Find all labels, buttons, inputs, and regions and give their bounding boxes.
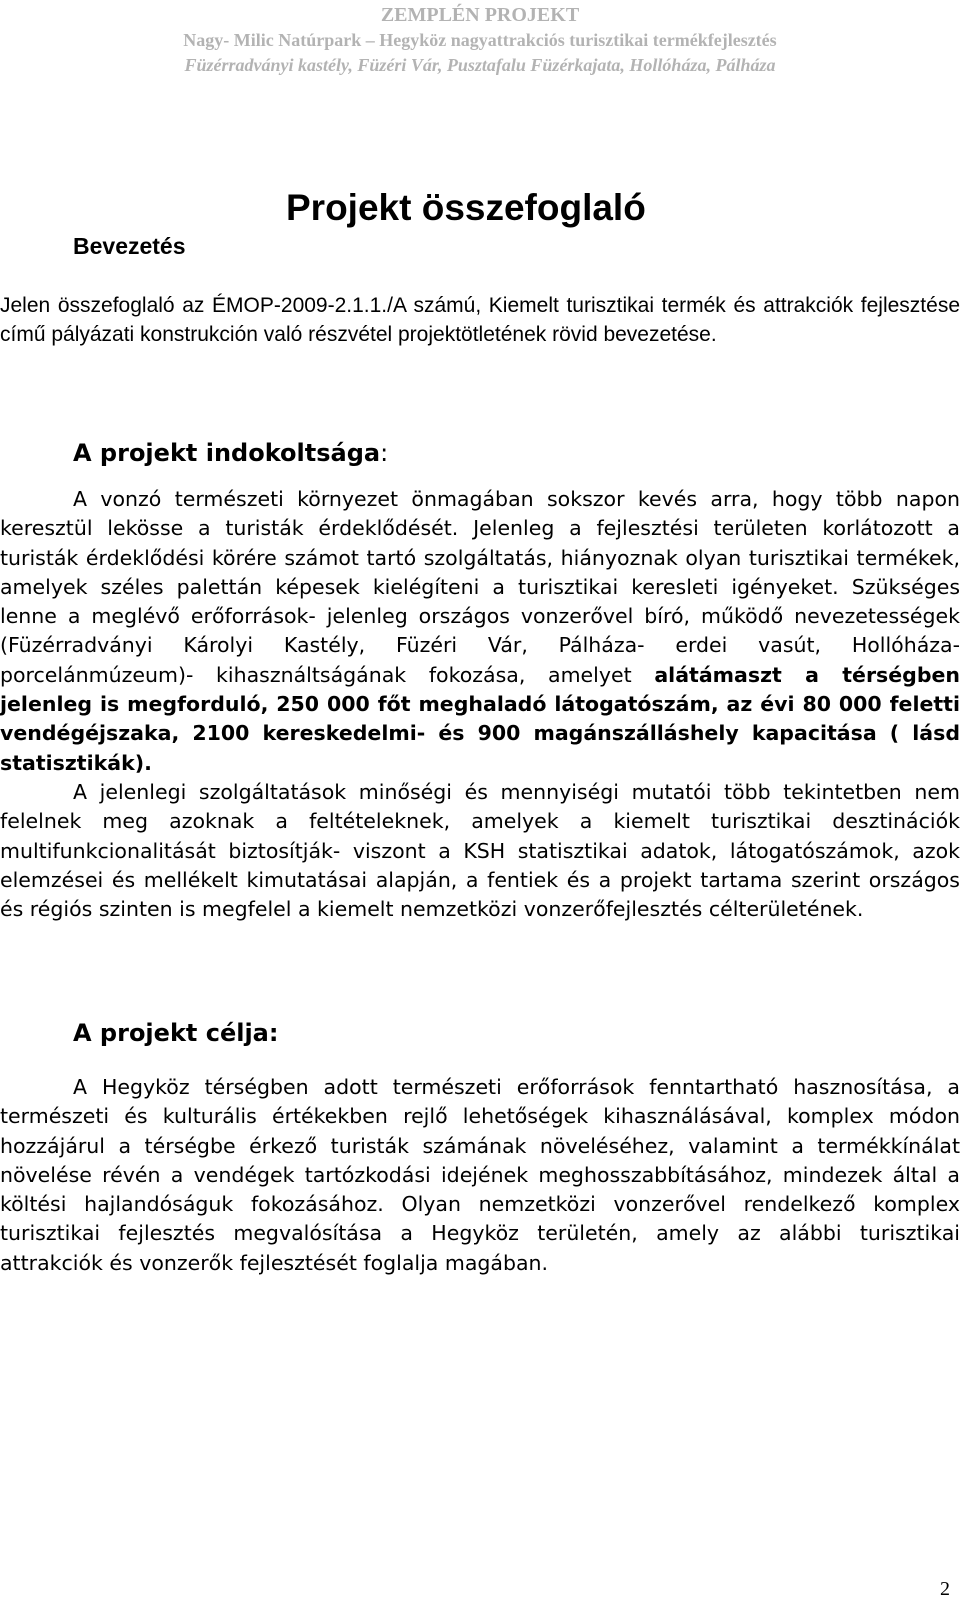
page-number: 2 <box>940 1578 950 1600</box>
celja-paragraph: A Hegyköz térségben adott természeti erőforrások fenntartható hasznosítása, a természeti és kulturális értékekben rejlő lehetőségek kihasználásával, komplex módon hozzájárul a térségbe érkező turisták számának növeléséhez, valamint a termékkínálat növelése révén a vendégek tartózkodási idejének meghosszabbításához, mindezek által a költési hajlandóságuk fokozásához. Olyan nemzetközi vonzerővel rendelkező komplex turisztikai fejlesztés megvalósítása a Hegyköz területén, amely az alábbi turisztikai attrakciók és vonzerők fejlesztését foglalja magában. <box>0 1075 960 1275</box>
intro-paragraph <box>0 291 960 350</box>
indokoltsag-heading-colon: : <box>380 439 389 467</box>
indokoltsag-text: A vonzó természeti környezet önmagában sokszor kevés arra, hogy több napon keresztül lekösse a turisták érdeklődését. Jelenleg a fejlesztési területen korlátozott a turisták érdeklődési körére számot tartó szolgáltatás, hiányoznak olyan turisztikai termékek, amelyek széles palettán képesek kielégíteni a turisztikai keresleti igényeket. Szükséges lenne a meglévő erőforrások- jelenleg országos vonzerővel bíró, működő nevezetességek (Füzérradványi Károlyi Kastély, Füzéri Vár, Pálháza- erdei vasút, Hollóháza- porcelánmúzeum)- kihasználtságának fokozása, amelyet <box>0 487 960 687</box>
header-project-name: ZEMPLÉN PROJEKT <box>380 4 580 26</box>
section-label-bevezetes: Bevezetés <box>73 233 186 259</box>
indokoltsag-paragraph-1 <box>0 485 960 778</box>
indokoltsag-body <box>0 485 960 924</box>
header-locations: Füzérradványi kastély, Füzéri Vár, Pusztafalu Füzérkajata, Hollóháza, Pálháza <box>184 55 776 75</box>
indokoltsag-heading-text: A projekt indokoltsága <box>73 439 381 467</box>
celja-body <box>0 1073 960 1278</box>
header-subtitle: Nagy- Milic Natúrpark – Hegyköz nagyattrakciós turisztikai termékfejlesztés <box>183 30 777 50</box>
section-heading-celja: A projekt célja: <box>73 1019 279 1047</box>
document-title: Projekt összefoglaló <box>286 187 646 228</box>
indokoltsag-paragraph-2: A jelenlegi szolgáltatások minőségi és mennyiségi mutatói több tekintetben nem felelnek meg azoknak a feltételeknek, amelyek a kiemelt turisztikai desztinációk multifunkcionalitását biztosítják- viszont a KSH statisztikai adatok, látogatószámok, azok elemzései és mellékelt kimutatásai alapján, a fentiek és a projekt tartama szerint országos és régiós szinten is megfelel a kiemelt nemzetközi vonzerőfejlesztés célterületének. <box>0 779 960 922</box>
indokoltsag-bold-statistics: alátámaszt a térségben jelenleg is megforduló, 250 000 főt meghaladó látogatószám, az évi 80 000 feletti vendégéjszaka, 2100 kereskedelmi- és 900 magánszálláshely kapacitása ( lásd statisztikák). <box>0 662 960 775</box>
intro-text: Jelen összefoglaló az ÉMOP-2009-2.1.1./A számú, Kiemelt turisztikai termék és attrakciók fejlesztése című pályázati konstrukción való részvétel projektötletének rövid bevezetése. <box>0 294 960 347</box>
section-heading-indokoltsag <box>73 438 388 468</box>
